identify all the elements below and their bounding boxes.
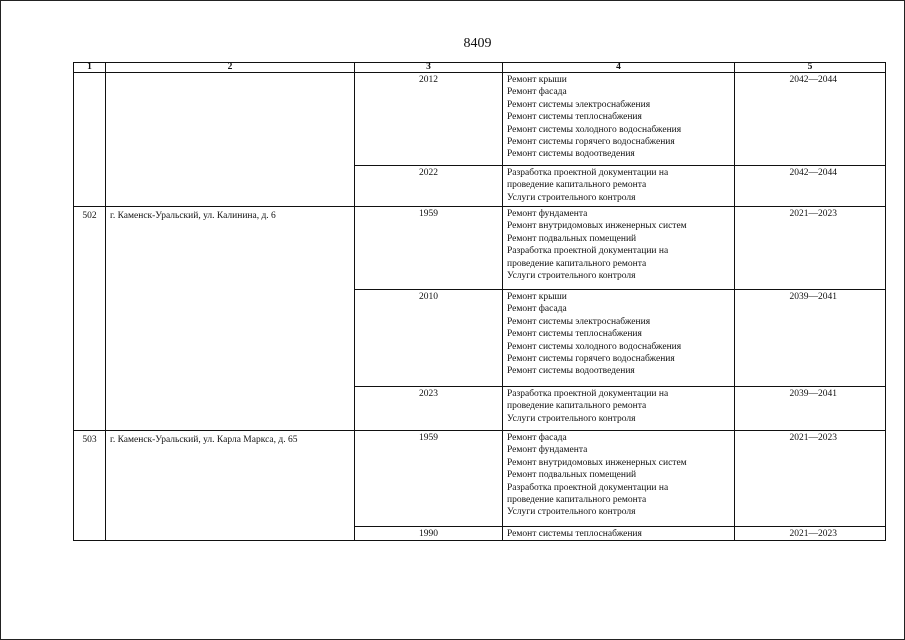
period-cell: 2039—2041: [735, 387, 886, 431]
work-item: Ремонт системы теплоснабжения: [507, 112, 642, 123]
work-item: Услуги строительного контроля: [507, 192, 636, 203]
repair-schedule-table: [73, 62, 886, 541]
work-item: Ремонт системы холодного водоснабжения: [507, 124, 682, 135]
column-header: 4: [503, 63, 735, 73]
year-cell: 2010: [355, 290, 503, 387]
page-number: 8409: [463, 36, 492, 51]
table-row: [74, 207, 886, 290]
work-item: Ремонт системы электроснабжения: [507, 99, 651, 110]
work-item: Ремонт фасада: [507, 87, 567, 98]
work-item: Услуги строительного контроля: [507, 507, 636, 518]
header-row: [74, 63, 886, 73]
work-item: Ремонт системы горячего водоснабжения: [507, 354, 675, 365]
year-cell: 2023: [355, 387, 503, 431]
column-header: 1: [74, 63, 106, 73]
work-item: Ремонт фундамента: [507, 445, 588, 456]
table-body: [74, 73, 886, 541]
works-cell: [503, 73, 735, 166]
work-item: Ремонт крыши: [507, 292, 567, 302]
year-cell: 1959: [355, 431, 503, 527]
address-cell: г. Каменск-Уральский, ул. Калинина, д. 6: [106, 207, 355, 431]
work-item: Ремонт системы электроснабжения: [507, 316, 651, 327]
work-item: Разработка проектной документации на: [507, 482, 669, 493]
work-item: проведение капитального ремонта: [507, 401, 647, 412]
work-item: Ремонт внутридомовых инженерных систем: [507, 221, 687, 232]
works-cell: [503, 431, 735, 527]
row-number-cell: [74, 73, 106, 207]
work-item: Ремонт фасада: [507, 304, 567, 315]
year-cell: 1990: [355, 527, 503, 541]
works-cell: [503, 166, 735, 207]
work-item: проведение капитального ремонта: [507, 495, 647, 506]
work-item: Разработка проектной документации на: [507, 389, 669, 399]
work-item: Услуги строительного контроля: [507, 413, 636, 424]
year-cell: 2022: [355, 166, 503, 207]
row-number-cell: 502: [74, 207, 106, 431]
period-cell: 2021—2023: [735, 431, 886, 527]
table-row: [74, 73, 886, 166]
column-header: 3: [355, 63, 503, 73]
work-item: Ремонт фундамента: [507, 209, 588, 219]
work-item: Ремонт системы водоотведения: [507, 149, 635, 160]
works-cell: [503, 290, 735, 387]
work-item: Ремонт подвальных помещений: [507, 470, 637, 481]
work-item: Ремонт системы холодного водоснабжения: [507, 341, 682, 352]
year-cell: 2012: [355, 73, 503, 166]
column-header: 5: [735, 63, 886, 73]
work-item: Разработка проектной документации на: [507, 168, 669, 178]
work-item: Услуги строительного контроля: [507, 271, 636, 282]
works-cell: [503, 387, 735, 431]
work-item: Ремонт подвальных помещений: [507, 233, 637, 244]
work-item: Ремонт системы горячего водоснабжения: [507, 137, 675, 148]
address-cell: г. Каменск-Уральский, ул. Карла Маркса, д. 65: [106, 431, 355, 541]
work-item: Ремонт фасада: [507, 433, 567, 443]
work-item: Ремонт системы теплоснабжения: [507, 529, 642, 539]
work-item: Ремонт системы водоотведения: [507, 366, 635, 377]
work-item: Разработка проектной документации на: [507, 246, 669, 257]
works-cell: [503, 207, 735, 290]
period-cell: 2021—2023: [735, 527, 886, 541]
table-row: [74, 431, 886, 527]
address-cell: [106, 73, 355, 207]
works-cell: [503, 527, 735, 541]
work-item: проведение капитального ремонта: [507, 180, 647, 191]
period-cell: 2042—2044: [735, 166, 886, 207]
row-number-cell: 503: [74, 431, 106, 541]
column-header: 2: [106, 63, 355, 73]
work-item: Ремонт внутридомовых инженерных систем: [507, 457, 687, 468]
work-item: Ремонт крыши: [507, 75, 567, 85]
work-item: проведение капитального ремонта: [507, 258, 647, 269]
period-cell: 2042—2044: [735, 73, 886, 166]
period-cell: 2039—2041: [735, 290, 886, 387]
period-cell: 2021—2023: [735, 207, 886, 290]
work-item: Ремонт системы теплоснабжения: [507, 329, 642, 340]
year-cell: 1959: [355, 207, 503, 290]
